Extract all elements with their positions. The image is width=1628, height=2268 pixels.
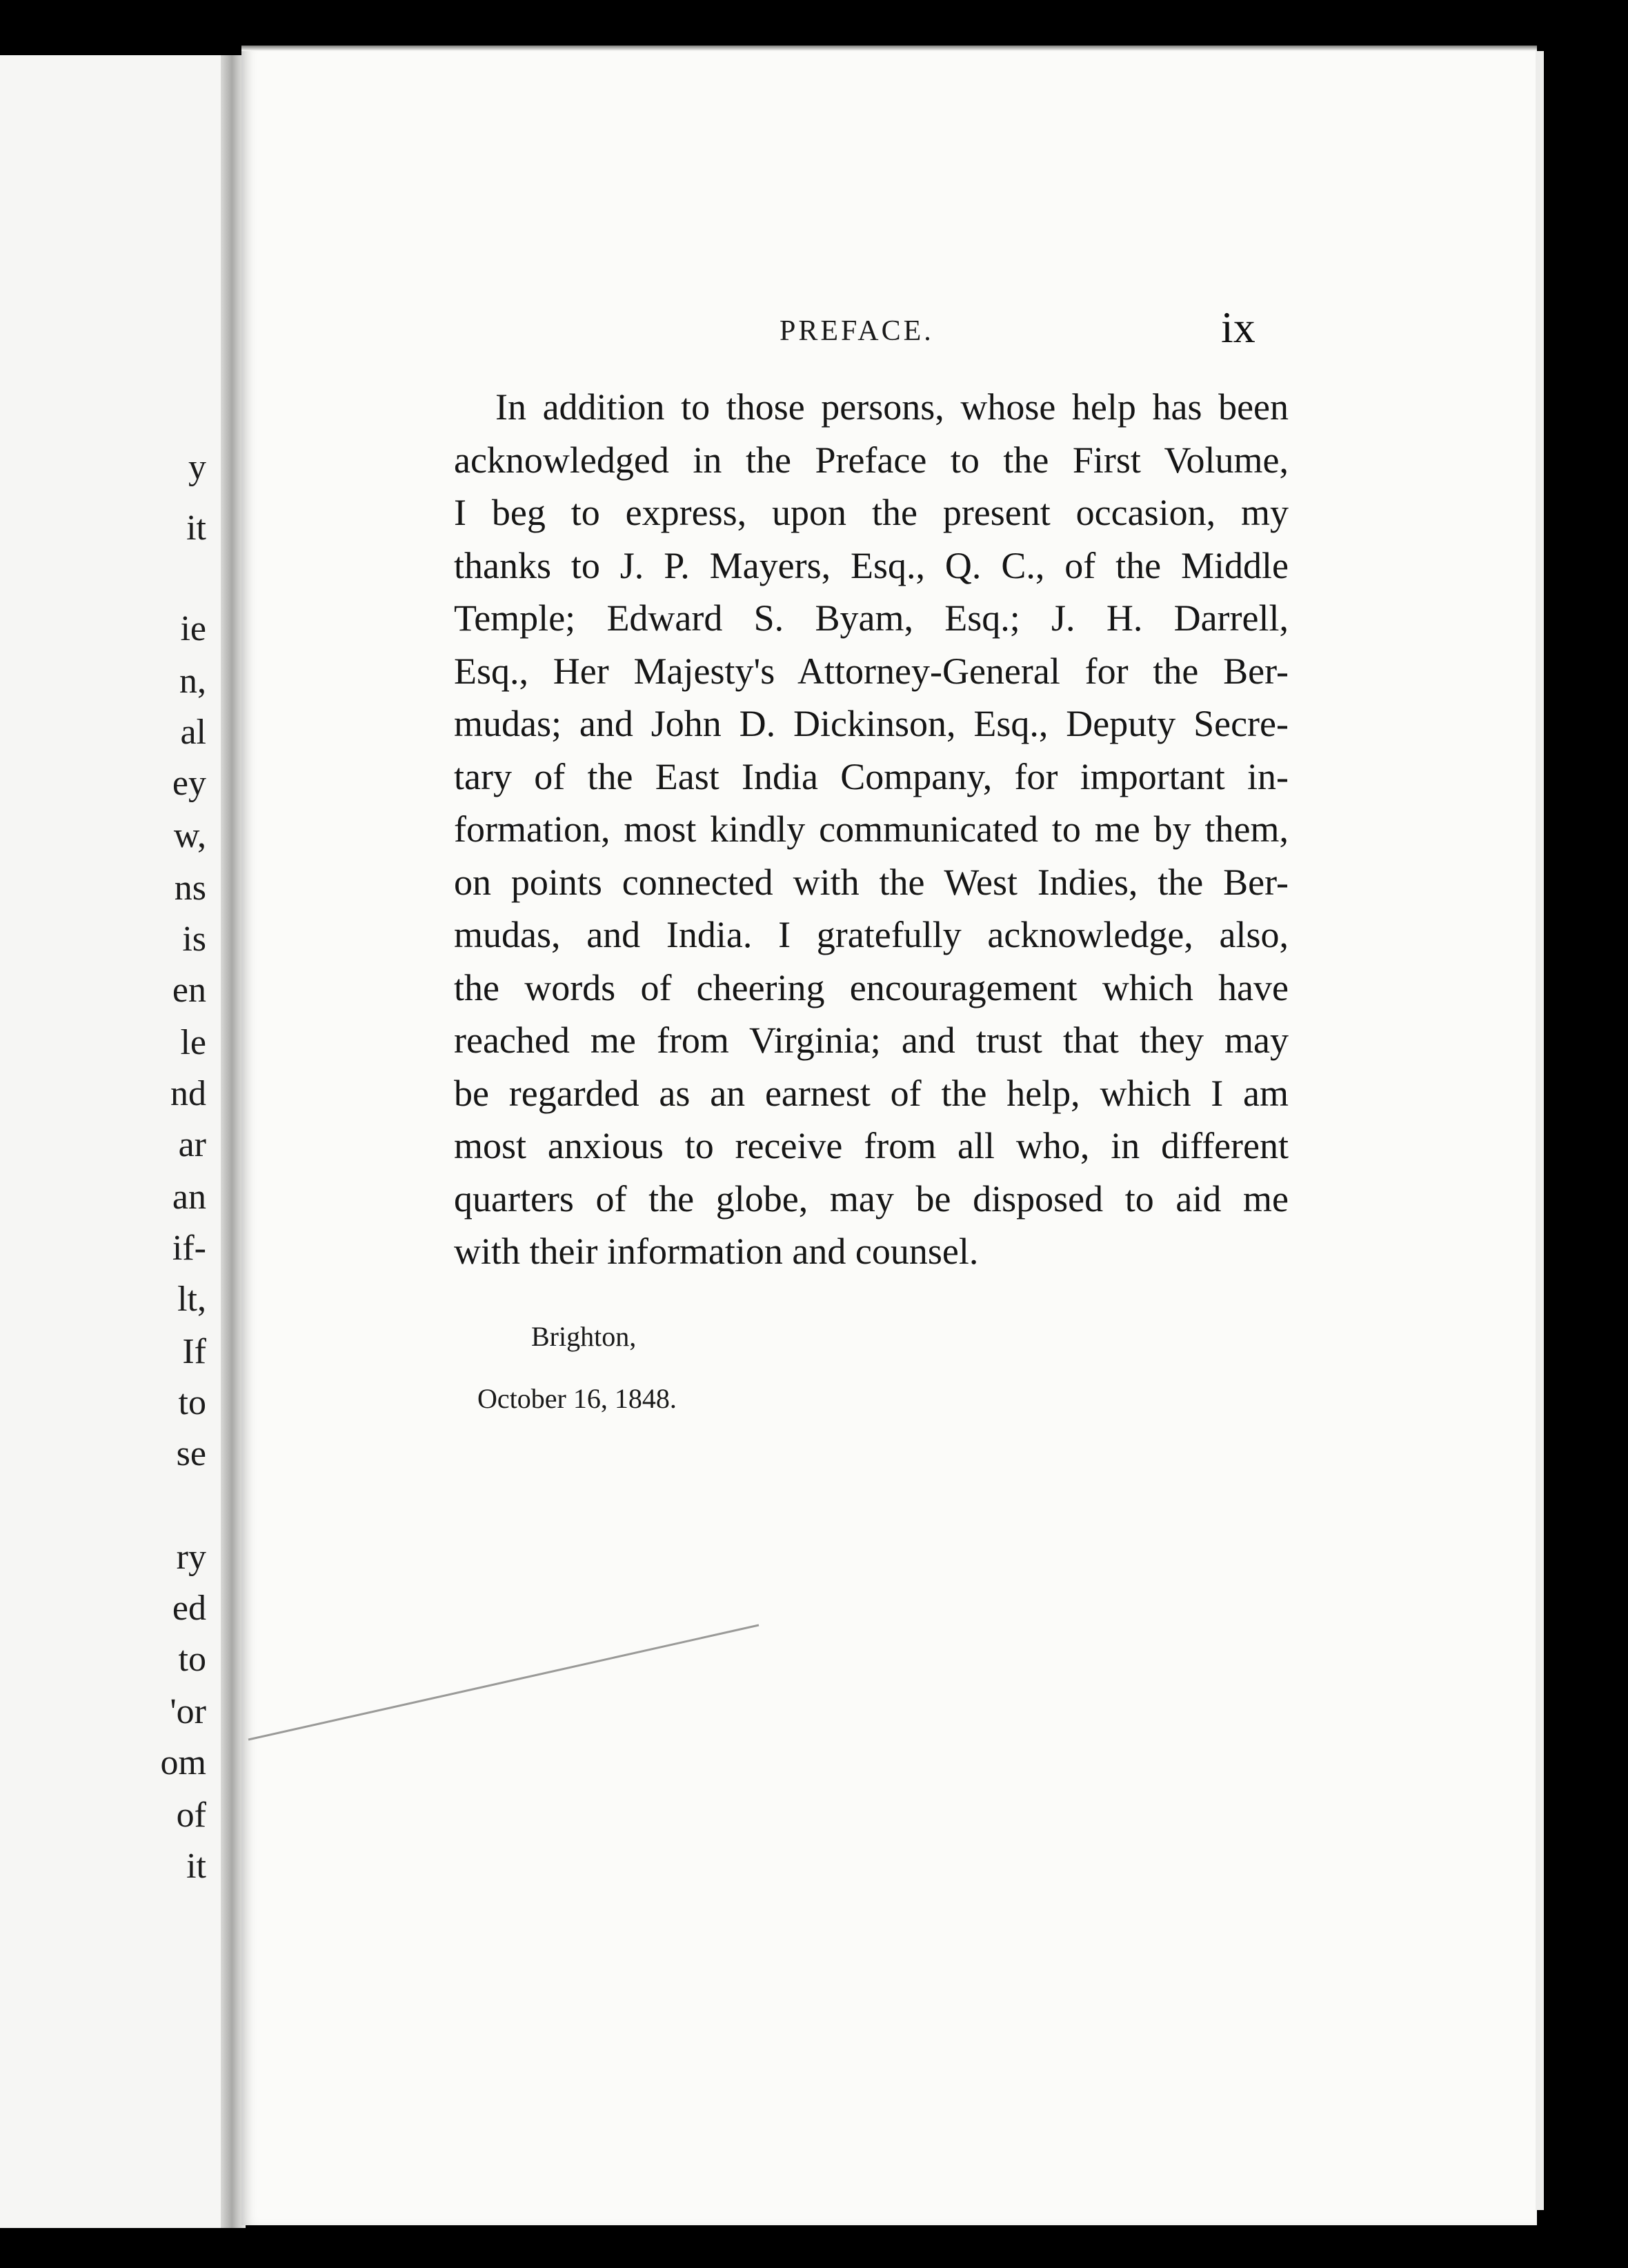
left-page-fragment: le	[180, 1023, 206, 1062]
text-line: quarters of the globe, may be disposed to aid me	[454, 1177, 1289, 1220]
left-page-fragment: al	[180, 713, 206, 752]
left-page-fragment: to	[178, 1640, 206, 1679]
left-page-fragment: w,	[173, 816, 206, 855]
left-page-fragment: en	[172, 971, 206, 1010]
signoff-date: October 16, 1848.	[477, 1383, 677, 1414]
page-ix	[241, 46, 1537, 2225]
left-page-fragment: n,	[179, 662, 206, 701]
text-line: I beg to express, upon the present occasion, my	[454, 492, 1289, 533]
left-page-fragment: ed	[172, 1589, 206, 1628]
left-page-fragment: to	[178, 1383, 206, 1422]
text-line: most anxious to receive from all who, in different	[454, 1125, 1289, 1166]
text-line: tary of the East India Company, for important in-	[454, 755, 1289, 797]
left-page-fragment: 'or	[170, 1692, 206, 1731]
running-head: PREFACE.	[780, 315, 934, 347]
left-page-fragment: of	[176, 1796, 206, 1835]
text-line: mudas; and John D. Dickinson, Esq., Deputy Secre-	[454, 703, 1289, 744]
left-page-fragment: if-	[172, 1228, 206, 1268]
text-line: Temple; Edward S. Byam, Esq.; J. H. Darrell,	[454, 597, 1289, 639]
left-page-fragment: is	[182, 919, 206, 959]
left-page-fragment: ie	[180, 609, 206, 648]
page-number: ix	[1221, 303, 1255, 352]
text-line: Esq., Her Majesty's Attorney-General for the Ber-	[454, 650, 1289, 692]
left-page-fragment: an	[172, 1177, 206, 1217]
text-line: mudas, and India. I gratefully acknowledge, also,	[454, 914, 1289, 955]
text-line: formation, most kindly communicated to me by them,	[454, 808, 1289, 850]
text-line: reached me from Virginia; and trust that they may	[454, 1019, 1289, 1061]
left-page-fragment: se	[176, 1434, 206, 1473]
text-line: thanks to J. P. Mayers, Esq., Q. C., of the Middle	[454, 544, 1289, 586]
text-line: be regarded as an earnest of the help, which I am	[454, 1072, 1289, 1114]
left-page-fragment: lt,	[177, 1280, 206, 1319]
left-page-fragment: om	[160, 1743, 206, 1782]
left-page-fragment: ry	[176, 1538, 206, 1577]
text-line: In addition to those persons, whose help has been	[495, 386, 1289, 428]
left-page-fragment: If	[182, 1332, 206, 1371]
left-page-fragment: ar	[178, 1125, 206, 1164]
text-line: acknowledged in the Preface to the First Volume,	[454, 439, 1289, 481]
text-line: with their information and counsel.	[454, 1231, 979, 1272]
left-page-fragment: it	[186, 1847, 206, 1886]
stray-pencil-mark	[241, 46, 1537, 2225]
text-line: on points connected with the West Indies, the Ber-	[454, 861, 1289, 903]
text-line: the words of cheering encouragement which have	[454, 966, 1289, 1008]
left-page-fragment: y	[188, 448, 206, 487]
left-page-fragment: ns	[174, 868, 206, 908]
signoff-place: Brighton,	[531, 1321, 637, 1352]
left-page-fragment: it	[186, 508, 206, 548]
left-page-fragment: ey	[172, 764, 206, 803]
facing-page-left	[0, 55, 231, 2228]
left-page-fragment: nd	[170, 1074, 206, 1113]
